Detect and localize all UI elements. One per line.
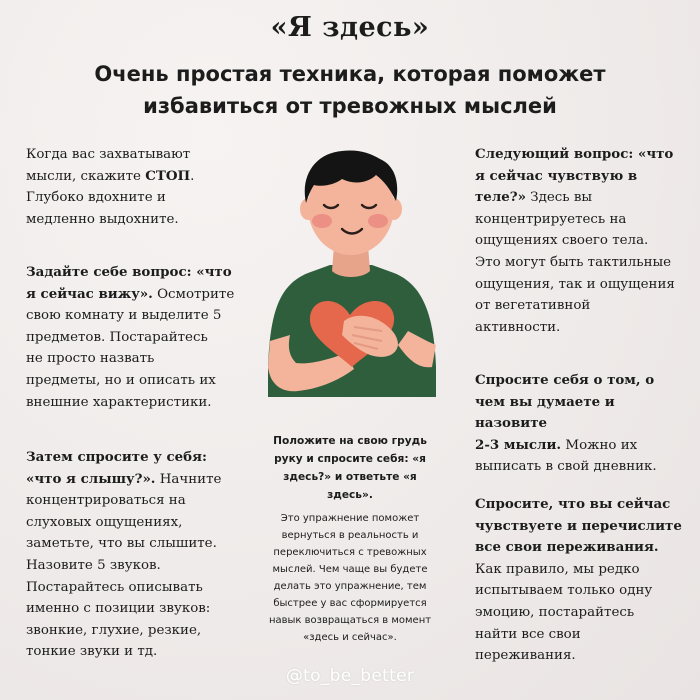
bold-line: 2-3 мысли.: [475, 436, 562, 453]
text-line: Постарайтесь описывать: [26, 579, 203, 595]
text-line: вернуться в реальность и: [281, 530, 419, 541]
text-line: быстрее у вас сформируется: [273, 598, 427, 609]
step-see: [26, 262, 248, 413]
bold-line: Спросите, что вы сейчас: [475, 496, 671, 512]
bold-line: чувствуете и перечислите: [475, 517, 682, 534]
text-line: активности.: [475, 319, 561, 335]
subtitle-line: Очень простая техника, которая поможет: [94, 62, 606, 86]
text-line: здесь?» и ответьте «я здесь».: [283, 471, 417, 501]
text-line: выписать в свой дневник.: [475, 459, 657, 475]
bold-line: Затем спросите у себя:: [26, 449, 207, 465]
text-line: Начните: [155, 471, 222, 487]
center-instruction: [260, 432, 440, 504]
text-line: концентрироваться на: [26, 493, 186, 509]
text-line: Когда вас захватывают: [26, 147, 191, 162]
text-line: .: [190, 168, 195, 184]
step-think: [475, 370, 685, 478]
bold-line: чем вы думаете и назовите: [475, 393, 615, 432]
text-line: Здесь вы: [526, 190, 593, 206]
text-line: Это упражнение поможет: [280, 513, 420, 524]
bold-line: Спросите себя о том, о: [475, 372, 655, 388]
author-handle: @to_be_better: [285, 666, 415, 686]
stop-word: СТОП: [145, 167, 191, 184]
text-line: именно с позиции звуков:: [26, 601, 211, 617]
text-line: заметьте, что вы слышите.: [26, 536, 217, 552]
text-line: предметы, но и описать их: [26, 372, 216, 388]
step-emotions: [475, 494, 685, 667]
text-line: внешние характеристики.: [26, 394, 212, 410]
text-line: Это могут быть тактильные: [475, 254, 672, 270]
text-line: слуховых ощущениях,: [26, 514, 183, 530]
person-hand-on-heart-illustration: [258, 145, 442, 397]
text-line: «здесь и сейчас».: [303, 632, 397, 643]
center-explanation: [252, 510, 448, 646]
text-line: предметов. Постарайтесь: [26, 329, 208, 345]
bold-line: я сейчас вижу».: [26, 285, 153, 302]
text-line: Глубоко вдохните и: [26, 190, 166, 206]
text-line: испытываем только одну: [475, 583, 653, 599]
text-line: переключиться с тревожных: [273, 547, 427, 558]
text-line: Осмотрите: [152, 286, 235, 302]
text-line: Можно их: [561, 437, 638, 453]
text-line: ощущениях своего тела.: [475, 233, 649, 249]
bold-line: Задайте себе вопрос: «что: [26, 264, 232, 280]
bold-line: я сейчас чувствую в: [475, 167, 638, 184]
step-stop: [26, 144, 248, 230]
text-line: тонкие звуки и тд.: [26, 644, 158, 660]
step-hear: [26, 447, 248, 663]
bold-line: теле?»: [475, 189, 526, 206]
poster-subtitle: [0, 58, 700, 122]
cheek: [312, 214, 332, 228]
bold-line: «что я слышу?».: [26, 470, 156, 487]
text-line: делать это упражнение, тем: [273, 581, 427, 592]
text-line: концентрируетесь на: [475, 211, 627, 227]
text-line: эмоцию, постарайтесь: [475, 604, 635, 620]
text-line: ощущения, так и ощущения: [475, 276, 675, 292]
text-line: мысли, скажите: [26, 168, 146, 184]
text-line: мыслей. Чем чаще вы будете: [272, 564, 428, 575]
text-line: найти все свои: [475, 626, 581, 642]
text-line: свою комнату и выделите 5: [26, 308, 222, 324]
bold-line: Следующий вопрос: «что: [475, 146, 674, 162]
text-line: навык возвращаться в момент: [268, 615, 432, 626]
subtitle-line: избавиться от тревожных мыслей: [143, 94, 557, 118]
text-line: от вегетативной: [475, 298, 591, 314]
text-line: переживания.: [475, 648, 576, 664]
text-line: звонкие, глухие, резкие,: [26, 622, 202, 638]
step-feel-body: [475, 144, 685, 338]
text-line: Как правило, мы редко: [475, 561, 640, 577]
text-line: Назовите 5 звуков.: [26, 557, 161, 573]
cheek: [368, 214, 388, 228]
text-line: руку и спросите себя: «я: [274, 453, 426, 465]
poster-title: «Я здесь»: [270, 12, 430, 43]
text-line: медленно выдохните.: [26, 211, 179, 227]
text-line: Положите на свою грудь: [273, 435, 427, 447]
text-line: не просто назвать: [26, 351, 155, 367]
bold-line: все свои переживания.: [475, 539, 659, 556]
